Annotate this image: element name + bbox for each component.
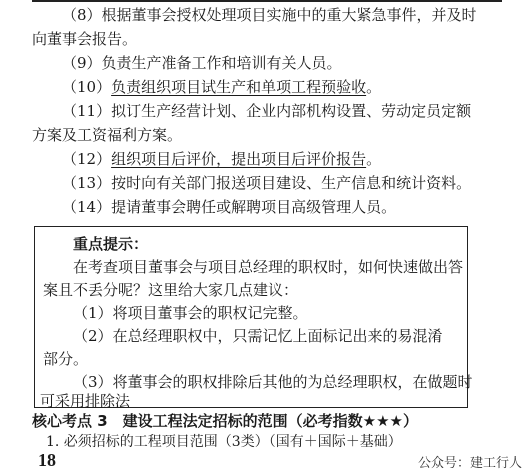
- tip-step-2-line1: （2）在总经理职权中，只需记忆上面标记出来的易混淆: [73, 327, 443, 345]
- section-heading: 核心考点 3 建设工程法定招标的范围（必考指数★★★）: [32, 412, 419, 430]
- top-rule: [32, 0, 502, 2]
- tip-step-1: （1）将项目董事会的职权记完整。: [73, 304, 308, 322]
- tip-title: 重点提示：: [73, 235, 149, 253]
- list-item-14: （14）提请董事会聘任或解聘项目高级管理人员。: [62, 198, 397, 216]
- watermark-text: 公众号：建工行人: [417, 456, 522, 471]
- tip-para1-line1: 在考查项目董事会与项目总经理的职权时，如何快速做出答: [73, 258, 464, 276]
- list-item-12: [32, 150, 528, 168]
- list-item-10-number: （10）: [62, 78, 112, 96]
- list-item-10-end: 。: [366, 78, 382, 96]
- list-item-11-line2: 方案及工资福利方案。: [32, 126, 183, 144]
- list-item-8-line2: 向董事会报告。: [32, 30, 138, 48]
- list-item-10: [32, 78, 528, 96]
- list-item-12-underlined: 组织项目后评价，提出项目后评价报告: [111, 150, 367, 168]
- page-number: 18: [38, 450, 56, 470]
- list-item-12-end: 。: [366, 150, 382, 168]
- tip-step-3-line2: 可采用排除法: [40, 392, 131, 410]
- list-item-13: （13）按时向有关部门报送项目建设、生产信息和统计资料。: [62, 174, 472, 192]
- list-item-11-line1: （11）拟订生产经营计划、企业内部机构设置、劳动定员定额: [62, 102, 472, 120]
- tip-para1-line2: 案且不丢分呢？这里给大家几点建议：: [43, 281, 299, 299]
- list-item-10-underlined: 负责组织项目试生产和单项工程预验收: [111, 78, 367, 96]
- list-item-9: （9）负责生产准备工作和培训有关人员。: [62, 54, 342, 72]
- tip-box: [34, 226, 473, 408]
- list-item-12-number: （12）: [62, 150, 112, 168]
- tip-step-2-line2: 部分。: [43, 350, 89, 368]
- list-item-8-line1: （8）根据董事会授权处理项目实施中的重大紧急事件，并及时: [62, 6, 477, 24]
- tip-step-3-line1: （3）将董事会的职权排除后其他的为总经理职权，在做题时: [73, 373, 473, 391]
- section-item-1: 1. 必须招标的工程项目范围（3类）（国有＋国际＋基础）: [46, 434, 402, 450]
